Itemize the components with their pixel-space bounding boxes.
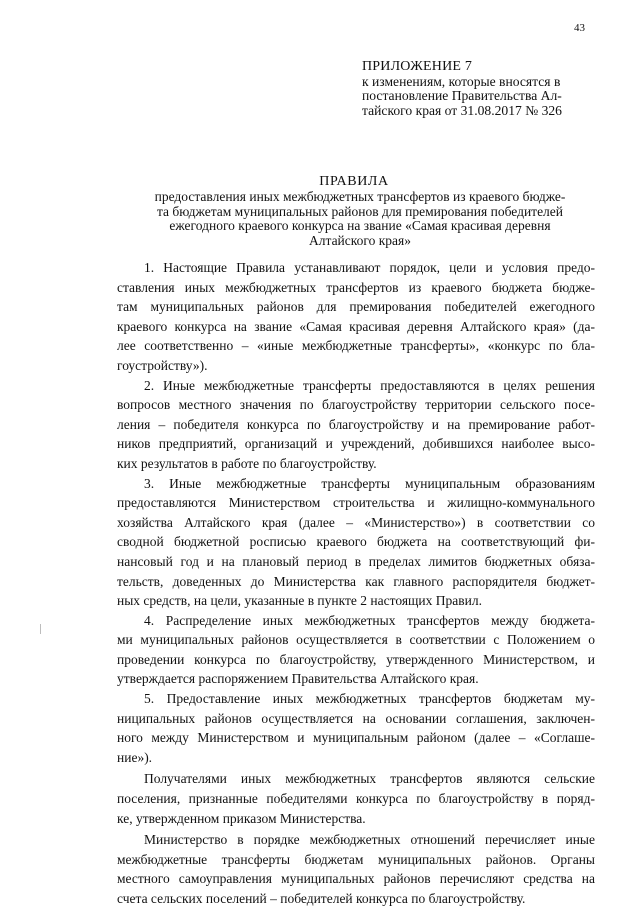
- text-line: там муниципальных районов для премирования победителей ежегодного: [117, 299, 595, 315]
- text-line: 1. Настоящие Правила устанавливают порядок, цели и условия предо-: [144, 260, 595, 275]
- document-title: ПРАВИЛА: [319, 174, 389, 189]
- subtitle-line: ежегодного краевого конкурса на звание «Самая красивая деревня: [169, 218, 551, 233]
- text-line: ми муниципальных районов осуществляется в соответствии с Положением о: [117, 632, 595, 648]
- text-line: 4. Распределение иных межбюджетных трансфертов между бюджета-: [144, 612, 595, 628]
- paragraph-5: [117, 689, 595, 767]
- text-line: ников предприятий, организаций и учреждений, добившихся наиболее высо-: [117, 436, 595, 452]
- text-line: тельств, доведенных до Министерства как главного распорядителя бюджет-: [117, 573, 595, 589]
- text-line: ных средств, на цели, указанные в пункте 2 настоящих Правил.: [117, 593, 482, 609]
- text-line: утверждается распоряжением Правительства Алтайского края.: [117, 671, 479, 687]
- text-line: ких результатов в работе по благоустройству.: [117, 455, 377, 471]
- text-line: Министерство в порядке межбюджетных отношений перечисляет иные: [144, 832, 595, 848]
- subtitle-line: Алтайского края»: [309, 232, 411, 248]
- text-line: Получателями иных межбюджетных трансфертов являются сельские: [144, 771, 595, 787]
- text-line: поселения, признанные победителями конкурса по благоустройству в поряд-: [117, 791, 595, 807]
- document-body: [117, 258, 595, 909]
- text-line: 2. Иные межбюджетные трансферты предоставляются в целях решения: [144, 377, 595, 393]
- text-line: межбюджетные трансферты бюджетам муниципальных районов. Органы: [117, 851, 595, 867]
- subtitle-line: предоставления иных межбюджетных трансфертов из краевого бюдже-: [154, 189, 566, 204]
- paragraph-7: [117, 830, 595, 908]
- text-line: проведении конкурса по благоустройству, утвержденного Министерством, и: [117, 651, 595, 667]
- page-number: 43: [574, 22, 585, 34]
- paragraph-1: [117, 258, 595, 376]
- text-line: 3. Иные межбюджетные трансферты муниципальным образованиям: [144, 475, 595, 491]
- appendix-title: ПРИЛОЖЕНИЕ 7: [362, 59, 473, 74]
- text-line: гоустройству»).: [117, 357, 208, 373]
- text-line: ставления иных межбюджетных трансфертов из краевого бюджета бюдже-: [117, 279, 595, 295]
- text-line: 5. Предоставление иных межбюджетных трансфертов бюджетам му-: [144, 691, 595, 707]
- text-line: нансовый год и на плановый период в пределах лимитов бюджетных обяза-: [117, 553, 595, 569]
- paragraph-4: [117, 611, 595, 689]
- text-line: ниципальных районов осуществляется на основании соглашения, заключен-: [117, 710, 595, 726]
- paragraph-2: [117, 376, 595, 474]
- text-line: ного между Министерством и муниципальным районом (далее – «Соглаше-: [117, 730, 595, 746]
- paragraph-6: [117, 769, 595, 828]
- text-line: ления – победителя конкурса по благоустройству и на премирование работ-: [117, 416, 595, 432]
- appendix-line: постановление Правительства Ал-: [362, 88, 562, 103]
- subtitle-line: та бюджетам муниципальных районов для премирования победителей: [156, 203, 564, 219]
- document-subtitle: [120, 190, 600, 248]
- text-line: хозяйства Алтайского края (далее – «Министерство») в соответствии со: [117, 514, 595, 530]
- appendix-line: тайского края от 31.08.2017 № 326: [362, 102, 562, 118]
- text-line: краевого конкурса на звание «Самая красивая деревня Алтайского края» (да-: [117, 318, 595, 334]
- text-line: сводной бюджетной росписью краевого бюджета на соответствующий фи-: [117, 534, 595, 550]
- text-line: ние»).: [117, 749, 153, 765]
- text-line: вопросов местного значения по благоустройству территории сельского посе-: [117, 397, 595, 413]
- margin-mark: [40, 624, 41, 634]
- paragraph-3: [117, 474, 595, 611]
- appendix-line: к изменениям, которые вносятся в: [362, 73, 561, 89]
- text-line: лее соответственно – «иные межбюджетные трансферты», «конкурс по бла-: [117, 338, 595, 354]
- text-line: предоставляются Министерством строительства и жилищно-коммунального: [117, 495, 595, 511]
- appendix-block: [362, 60, 602, 118]
- text-line: счета сельских поселений – победителей конкурса по благоустройству.: [117, 891, 526, 906]
- text-line: местного самоуправления муниципальных районов перечисляют средства на: [117, 871, 595, 887]
- text-line: ке, утвержденном приказом Министерства.: [117, 810, 366, 826]
